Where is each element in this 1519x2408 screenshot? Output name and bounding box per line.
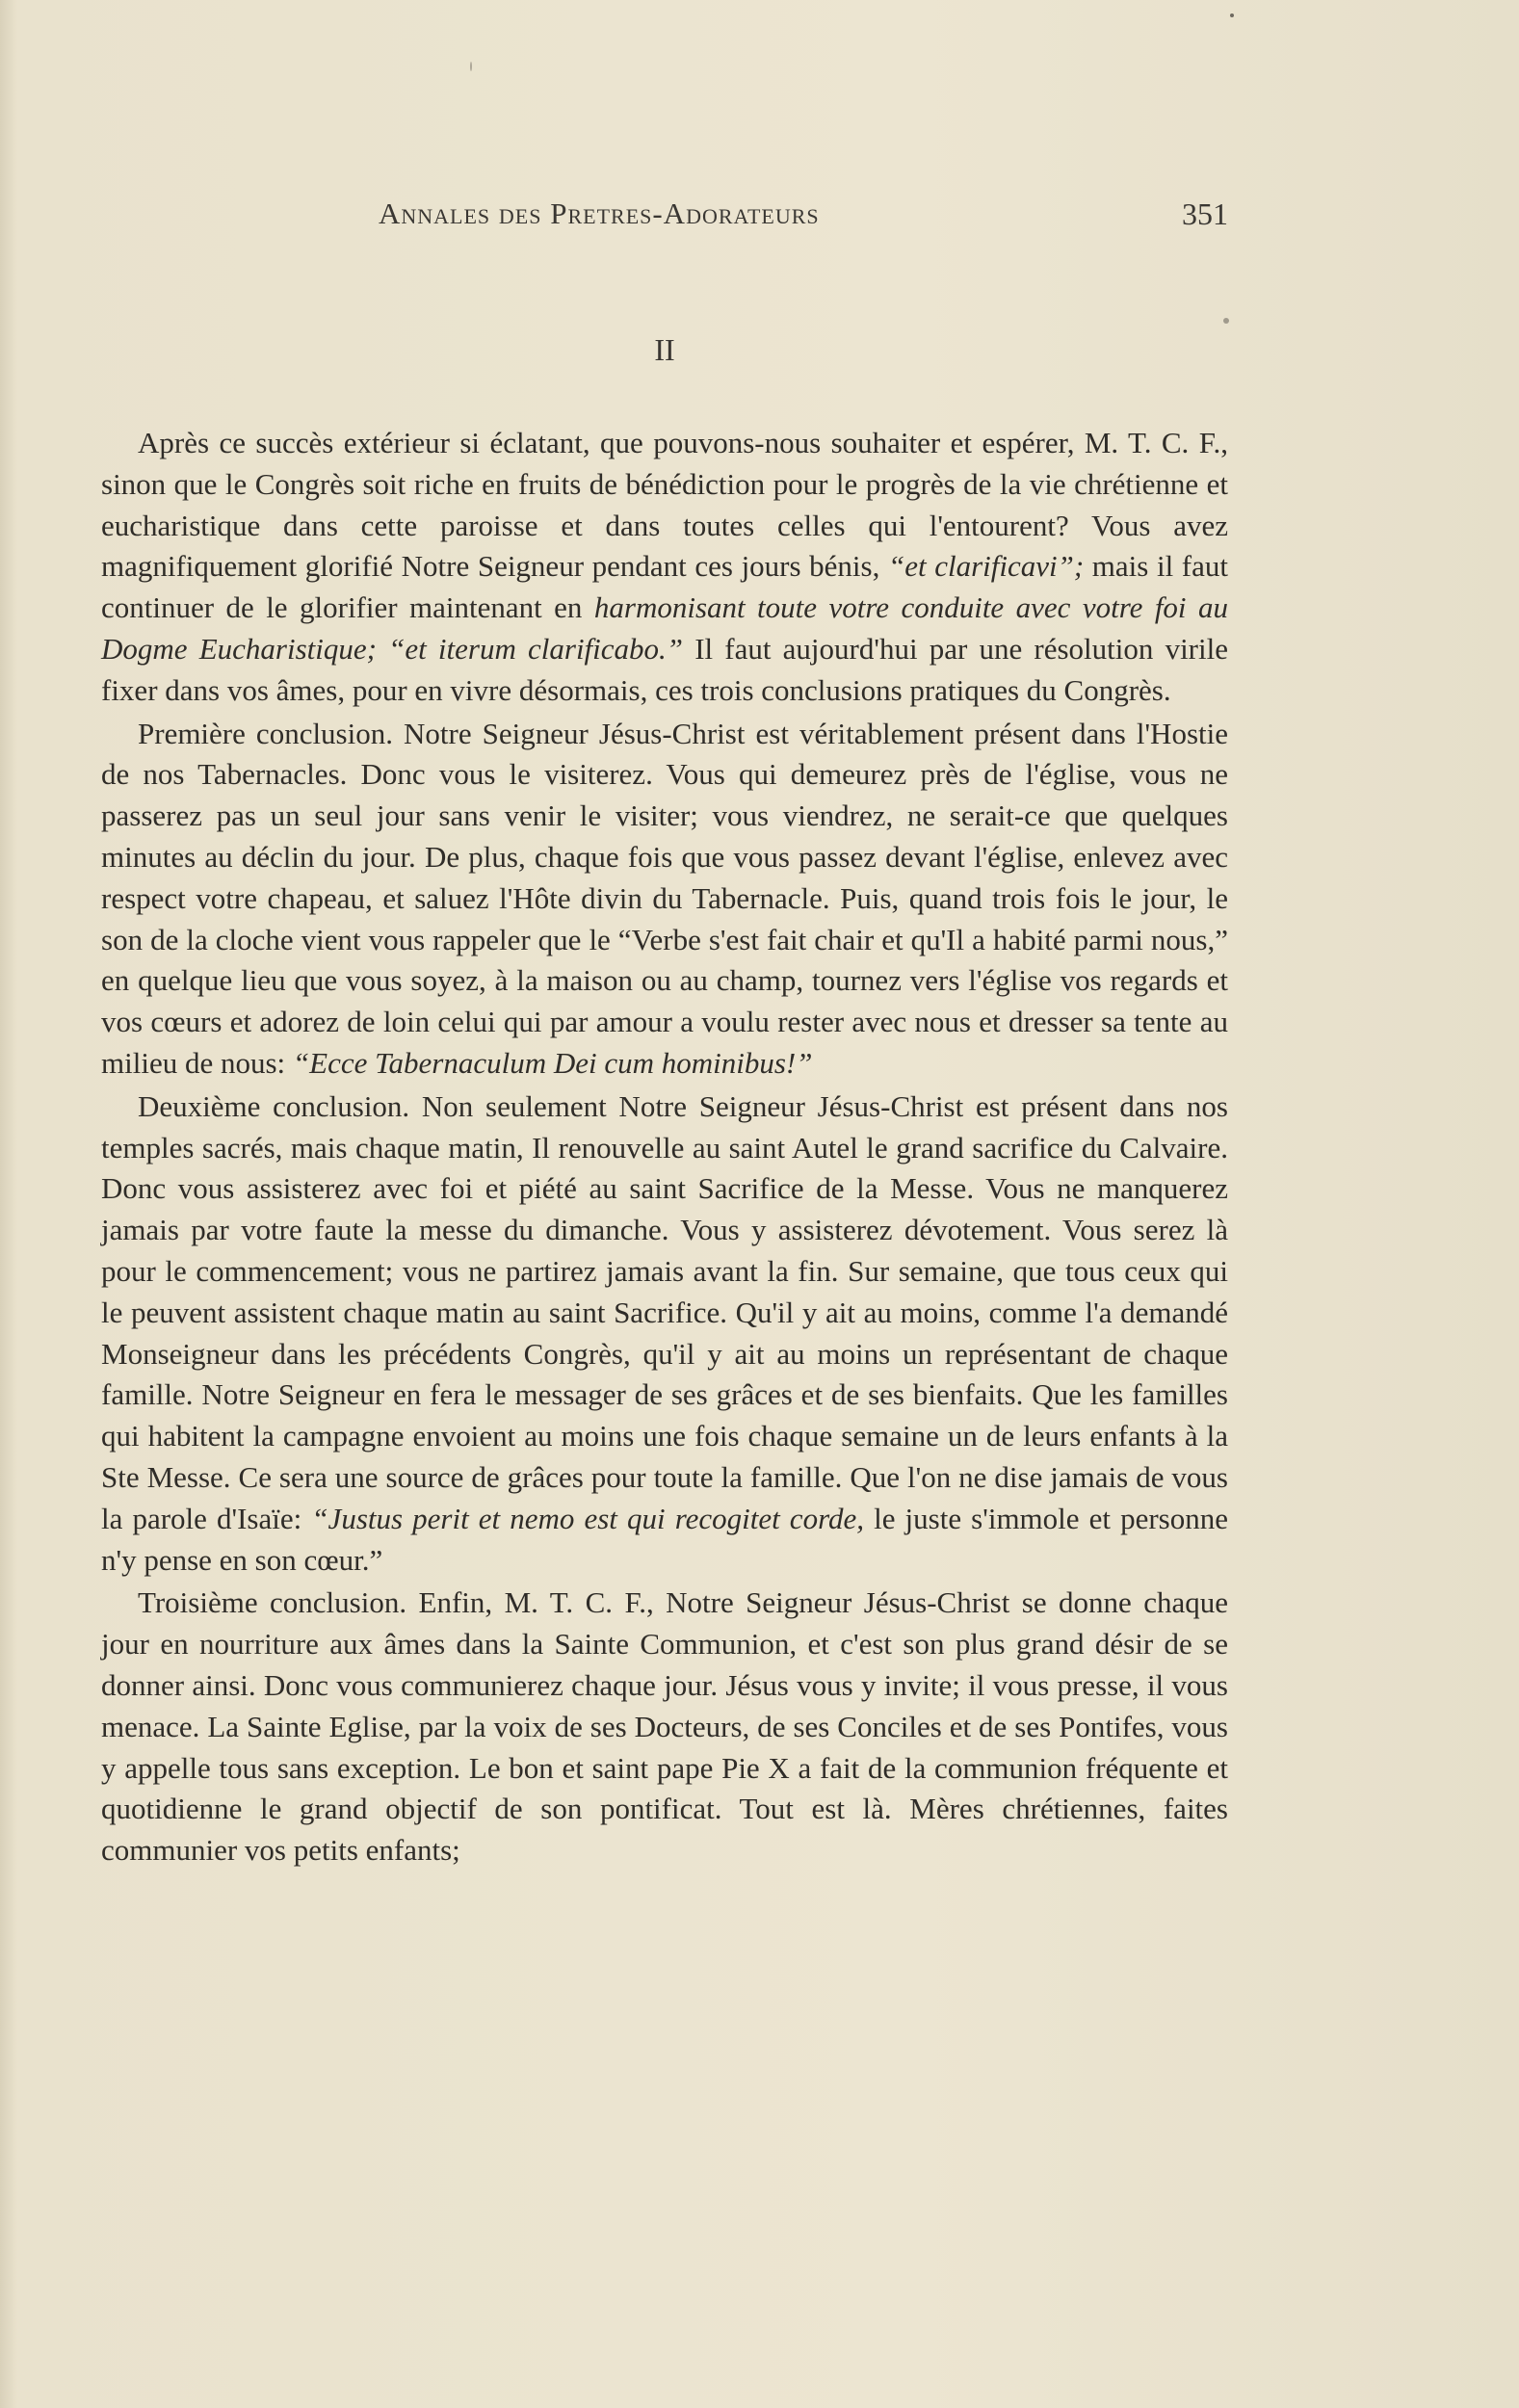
latin-quote: “Justus perit et nemo est qui recogitet corde,	[311, 1501, 864, 1535]
body-text	[101, 423, 1228, 1871]
paragraph-first-conclusion	[101, 714, 1228, 1085]
paragraph-text: Première conclusion. Notre Seigneur Jésus-Christ est véritablement présent dans l'Hostie de nos Tabernacles. Donc vous le visiterez. Vous qui demeurez près de l'église, vous ne passerez pas un seul jour sans venir le visiter; vous viendrez, ne serait-ce que quelques minutes au déclin du jour. De plus, chaque fois que vous passez devant l'église, enlevez avec respect votre chapeau, et saluez l'Hôte divin du Tabernacle. Puis, quand trois fois le jour, le son de la cloche vient vous rappeler que le “Verbe s'est fait chair et qu'Il a habité parmi nous,” en quelque lieu que vous soyez, à la maison ou au champ, tournez vers l'église vos regards et vos cœurs et adorez de loin celui qui par amour a voulu rester avec nous et dresser sa tente au milieu de nous:	[101, 716, 1228, 1080]
latin-quote: “Ecce Tabernaculum Dei cum hominibus!”	[292, 1045, 813, 1080]
emphasis-phrase: harmonisant toute votre conduite avec votre foi au Dogme Eucharistique; “et iterum clarificabo.”	[101, 590, 1228, 666]
paper-speck	[470, 62, 472, 71]
running-title: Annales des Pretres-Adorateurs	[379, 196, 820, 230]
paragraph-text: Troisième conclusion. Enfin, M. T. C. F., Notre Seigneur Jésus-Christ se donne chaque jour en nourriture aux âmes dans la Sainte Communion, et c'est son plus grand désir de se donner ainsi. Donc vous communierez chaque jour. Jésus vous y invite; il vous presse, il vous menace. La Sainte Eglise, par la voix de ses Docteurs, de ses Conciles et de ses Pontifes, vous y appelle tous sans exception. Le bon et saint pape Pie X a fait de la communion fréquente et quotidienne le grand objectif de son pontificat. Tout est là. Mères chrétiennes, faites communier vos petits enfants;	[101, 1585, 1228, 1868]
paragraph-text: mais il faut continuer de le glorifier maintenant en	[101, 549, 1228, 625]
section-number: II	[654, 332, 675, 367]
paper-speck	[1230, 13, 1234, 17]
paragraph-intro	[101, 423, 1228, 712]
paragraph-text: Deuxième conclusion. Non seulement Notre Seigneur Jésus-Christ est présent dans nos temples sacrés, mais chaque matin, Il renouvelle au saint Autel le grand sacrifice du Calvaire. Donc vous assisterez avec foi et piété au saint Sacrifice de la Messe. Vous ne manquerez jamais par votre faute la messe du dimanche. Vous y assisterez dévotement. Vous serez là pour le commencement; vous ne partirez jamais avant la fin. Sur semaine, que tous ceux qui le peuvent assistent chaque matin au saint Sacrifice. Qu'il y ait au moins, comme l'a demandé Monseigneur dans les précédents Congrès, qu'il y ait au moins un représentant de chaque famille. Notre Seigneur en fera le messager de ses grâces et de ses bienfaits. Que les familles qui habitent la campagne envoient au moins une fois chaque semaine un de leurs enfants à la Ste Messe. Ce sera une source de grâces pour toute la famille. Que l'on ne dise jamais de vous la parole d'Isaïe:	[101, 1088, 1228, 1535]
paragraph-text: Après ce succès extérieur si éclatant, que pouvons-nous souhaiter et espérer, M. T. C. F., sinon que le Congrès soit riche en fruits de bénédiction pour le progrès de la vie chrétienne et eucharistique dans cette paroisse et dans toutes celles qui l'entourent? Vous avez magnifiquement glorifié Notre Seigneur pendant ces jours bénis,	[101, 426, 1228, 584]
running-header	[101, 193, 1228, 241]
paragraph-third-conclusion	[101, 1583, 1228, 1871]
paragraph-text: le juste s'immole et personne n'y pense en son cœur.”	[101, 1501, 1228, 1577]
latin-quote: “et clarificavi”;	[887, 549, 1085, 584]
paper-speck	[1223, 318, 1229, 324]
paragraph-second-conclusion	[101, 1086, 1228, 1582]
page-number: 351	[1182, 196, 1228, 231]
paragraph-text: Il faut aujourd'hui par une résolution virile fixer dans vos âmes, pour en vivre désormais, ces trois conclusions pratiques du Congrès.	[101, 631, 1228, 707]
